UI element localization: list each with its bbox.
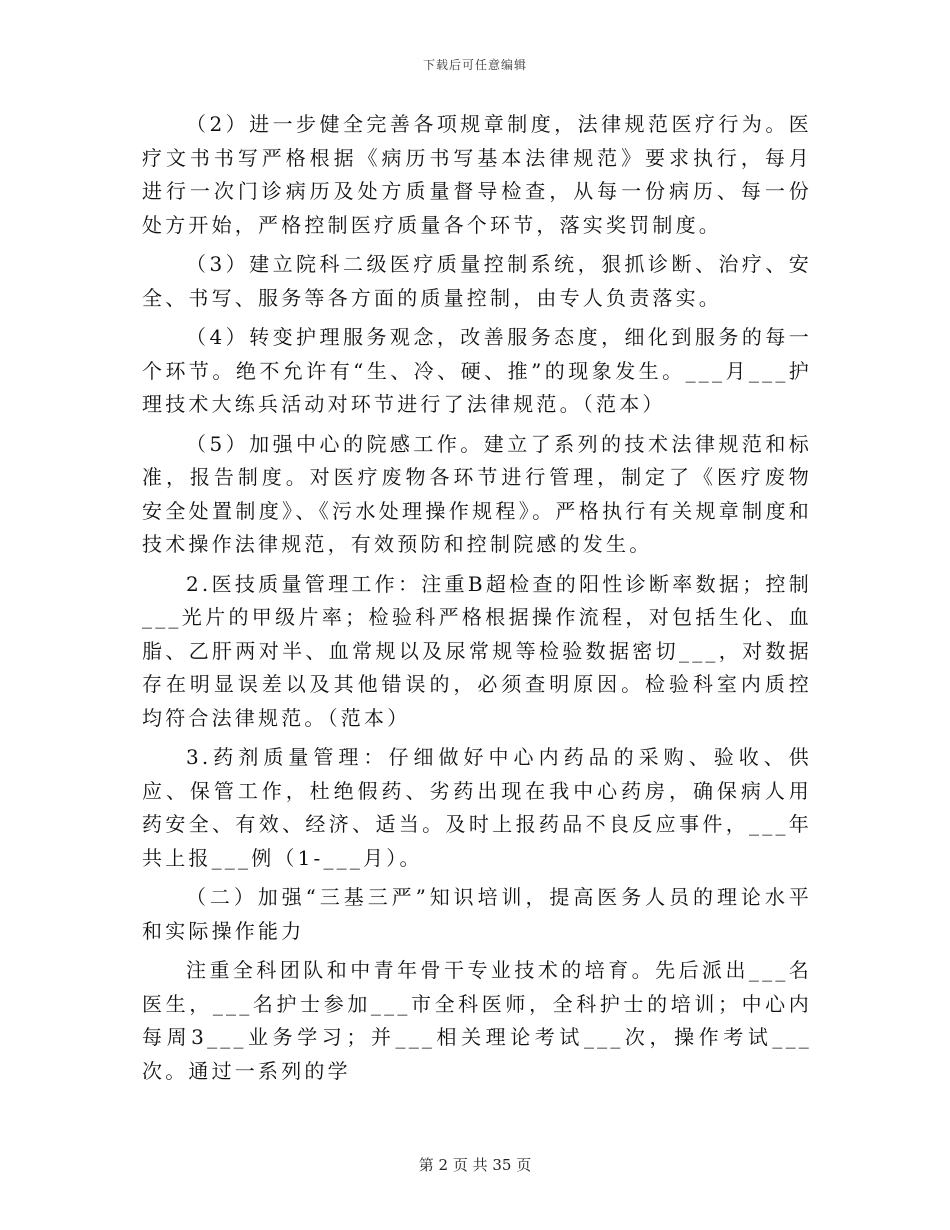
page-header: 下载后可任意编辑 [422,58,527,72]
section-heading-training: （二）加强“三基三严”知识培训，提高医务人员的理论水平和实际操作能力 [142,885,812,943]
paragraph-nursing-service: （4）转变护理服务观念，改善服务态度，细化到服务的每一个环节。绝不允许有“生、冷、硬、推”的现象发生。___月___护理技术大练兵活动对环节进行了法律规范。（范本） [142,325,812,416]
paragraph-pharmacy-management: 3.药剂质量管理：仔细做好中心内药品的采购、验收、供应、保管工作，杜绝假药、劣药出现在我中心药房，确保病人用药安全、有效、经济、适当。及时上报药品不良反应事件，___年共上报___例（1-___月）。 [142,745,812,870]
paragraph-team-training: 注重全科团队和中青年骨干专业技术的培育。先后派出___名医生，___名护士参加___市全科医师，全科护士的培训；中心内每周3___业务学习；并___相关理论考试___次，操作考试___次。通过一系列的学 [142,958,812,1083]
paragraph-medical-technology: 2.医技质量管理工作：注重B超检查的阳性诊断率数据；控制___光片的甲级片率；检验科严格根据操作流程，对包括生化、血脂、乙肝两对半、血常规以及尿常规等检验数据密切___，对数据存在明显误差以及其他错误的，必须查明原因。检验科室内质控均符合法律规范。（范本） [142,571,812,730]
paragraph-quality-control-system: （3）建立院科二级医疗质量控制系统，狠抓诊断、治疗、安全、书写、服务等各方面的质量控制，由专人负责落实。 [142,252,812,310]
paragraph-rules-system: （2）进一步健全完善各项规章制度，法律规范医疗行为。医疗文书书写严格根据《病历书写基本法律规范》要求执行，每月进行一次门诊病历及处方质量督导检查，从每一份病历、每一份处方开始，严格控制医疗质量各个环节，落实奖罚制度。 [142,112,812,237]
page-footer: 第 2 页 共 35 页 [418,1156,532,1174]
document-body [142,108,812,1088]
paragraph-infection-control: （5）加强中心的院感工作。建立了系列的技术法律规范和标准，报告制度。对医疗废物各环节进行管理，制定了《医疗废物安全处置制度》、《污水处理操作规程》。严格执行有关规章制度和技术操作法律规范，有效预防和控制院感的发生。 [142,431,812,556]
